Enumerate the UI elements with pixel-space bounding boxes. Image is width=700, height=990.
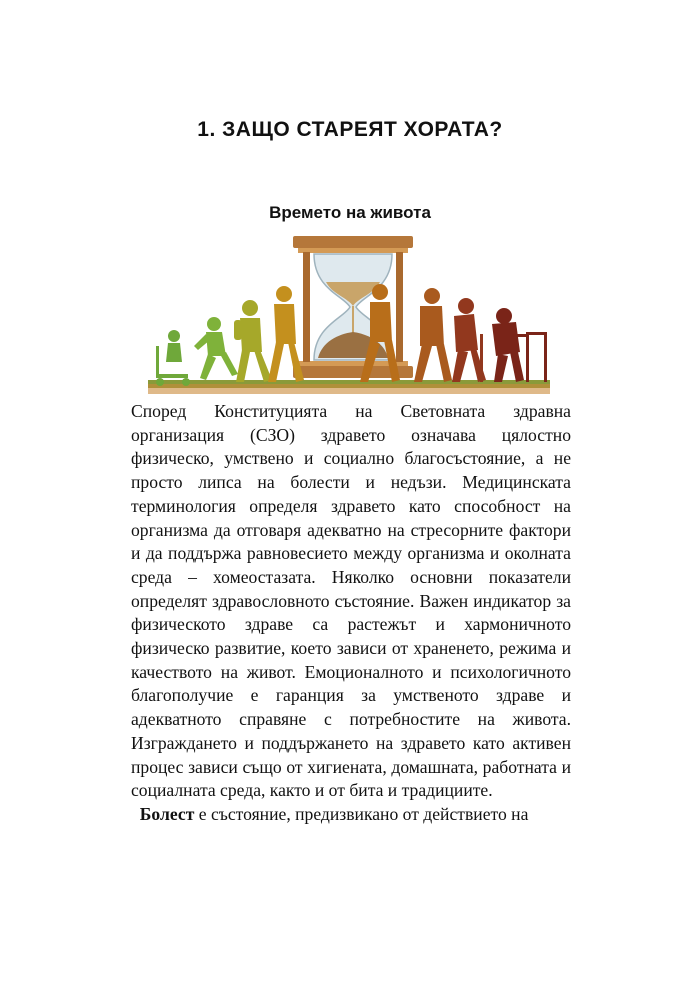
figure-middle-aged <box>414 288 452 382</box>
figure-elderly-walker <box>492 308 547 382</box>
hourglass-life-stages-icon <box>148 234 550 394</box>
section-title: Времето на живота <box>269 203 431 222</box>
chapter-title: 1. ЗАЩО СТАРЕЯТ ХОРАТА? <box>197 118 503 141</box>
figure-older <box>452 298 486 382</box>
figure-teen <box>234 300 272 382</box>
figure-running-kid <box>194 317 238 380</box>
ground-shadow <box>148 384 550 394</box>
term-disease: Болест <box>139 803 195 824</box>
figure-child-scooter <box>156 330 190 386</box>
paragraph-disease-definition <box>131 803 571 827</box>
paragraph-health-definition: Според Конституцията на Световната здравна организация (СЗО) здравето означава цялостно физическо, умствено и социално благосъстояние, а не просто липса на болести и недъзи. Медицинската терминология определя здравето като способност на организма да отговаря адекватно на стресорните фактори и да поддържа равновесието между организма и околната среда – хомеостазата. Няколко основни показатели определят здравословното състояние. Важен индикатор за физическото здраве са растежът и хармоничното физическо развитие, което зависи от храненето, режима и качеството на живот. Емоционалното и психологичното благополучие е гаранция за умственото здраве и адекватното справяне с потребностите на живота. Изграждането и поддържането на здравето като активен процес зависи също от хигиената, домашната, работната и социалната среда, както и от бита и традициите. <box>131 401 571 801</box>
paragraph-disease-text: е състояние, предизвикано от действието на <box>194 803 529 824</box>
figure-young-adult <box>268 286 304 382</box>
body-text <box>131 400 571 827</box>
